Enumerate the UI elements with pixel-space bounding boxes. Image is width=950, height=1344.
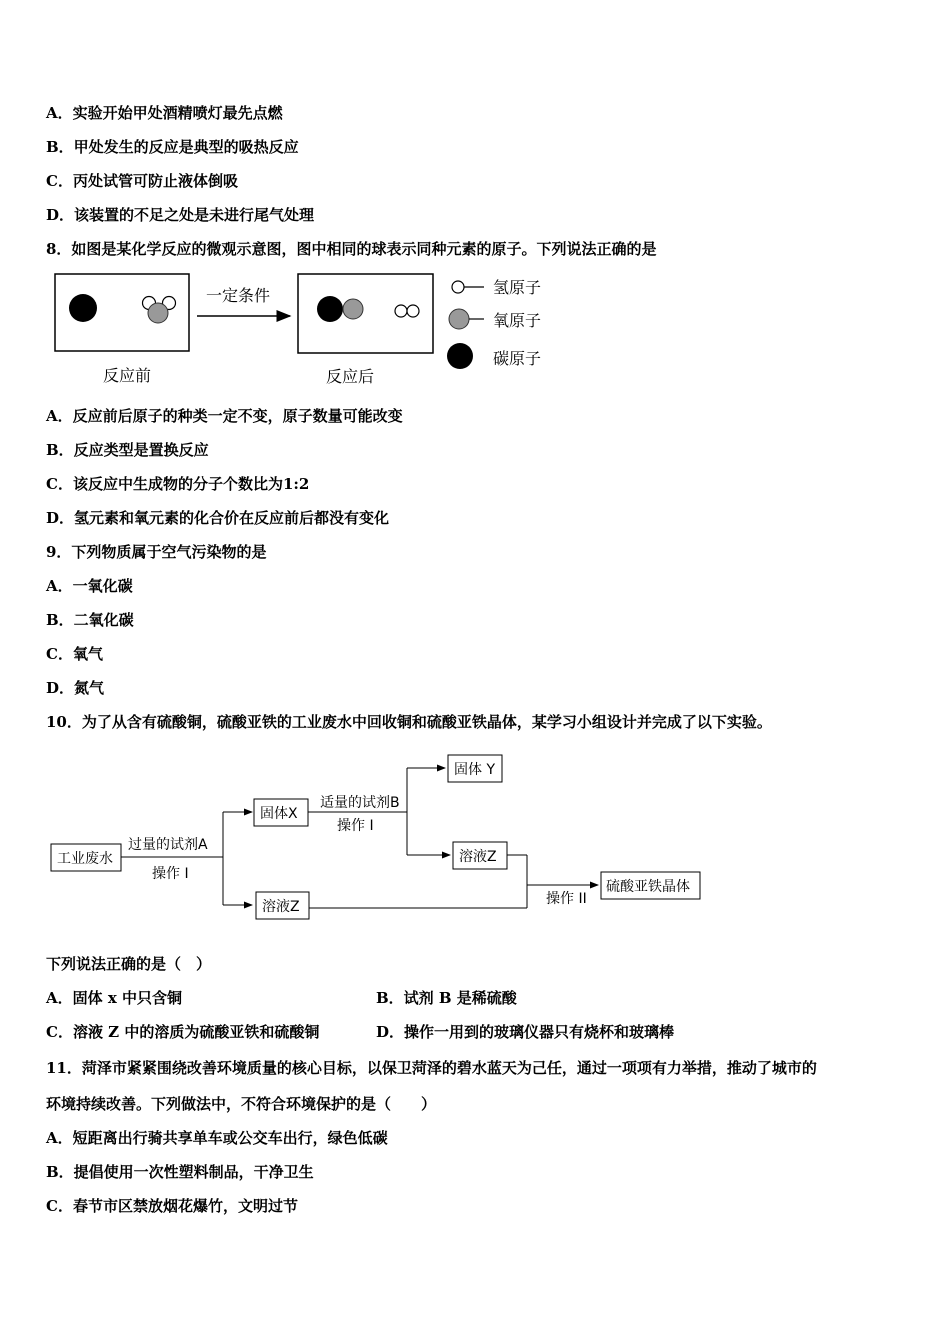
legend-hydrogen-label: 氢原子: [493, 278, 542, 297]
text-op1-b: 操作 I: [337, 818, 374, 834]
carbon-atom-after: [317, 296, 343, 322]
q8-option-c: C．该反应中生成物的分子个数比为1:2: [46, 475, 310, 493]
q8-option-a: A．反应前后原子的种类一定不变，原子数量可能改变: [46, 407, 403, 425]
carbon-atom-before: [69, 294, 97, 322]
text-reagent-a: 过量的试剂A: [128, 837, 208, 853]
q7-option-d: D．该装置的不足之处是未进行尾气处理: [46, 206, 315, 224]
q11-option-b: B．提倡使用一次性塑料制品，干净卫生: [46, 1163, 314, 1181]
after-label: 反应后: [326, 367, 375, 386]
q10-option-a: A．固体 x 中只含铜: [46, 989, 183, 1007]
legend-carbon-icon: [447, 343, 473, 369]
hydrogen-atom-after-2: [407, 305, 419, 317]
text-solid-y: 固体 Y: [454, 762, 496, 778]
q10-stem: 10．为了从含有硫酸铜，硫酸亚铁的工业废水中回收铜和硫酸亚铁晶体，某学习小组设计并完成了以下实验。: [46, 713, 772, 731]
q9-option-a: A．一氧化碳: [46, 577, 133, 595]
oxygen-atom-after: [343, 299, 363, 319]
q9-option-d: D．氮气: [46, 679, 105, 697]
q7-option-b: B．甲处发生的反应是典型的吸热反应: [46, 138, 299, 156]
q9-option-b: B．二氧化碳: [46, 611, 134, 629]
q8-option-b: B．反应类型是置换反应: [46, 441, 209, 459]
q8-option-d: D．氢元素和氧元素的化合价在反应前后都没有变化: [46, 509, 390, 527]
legend-hydrogen-icon: [452, 281, 464, 293]
text-solid-x: 固体X: [260, 806, 298, 822]
q10-prompt: 下列说法正确的是（ ）: [46, 955, 212, 973]
text-reagent-b: 适量的试剂B: [320, 795, 400, 811]
text-product: 硫酸亚铁晶体: [606, 879, 690, 895]
condition-label: 一定条件: [206, 286, 271, 305]
q10-flow-diagram: [40, 745, 720, 930]
before-label: 反应前: [103, 366, 152, 385]
hydrogen-atom-after-1: [395, 305, 407, 317]
q10-option-c: C．溶液 Z 中的溶质为硫酸亚铁和硫酸铜: [46, 1023, 320, 1041]
q7-option-a: A．实验开始甲处酒精喷灯最先点燃: [46, 104, 283, 122]
q10-option-b: B．试剂 B 是稀硫酸: [376, 989, 517, 1007]
q11-stem-line1: 11．菏泽市紧紧围绕改善环境质量的核心目标，以保卫菏泽的碧水蓝天为己任，通过一项项有力举措，推动了城市的: [46, 1059, 817, 1077]
text-wastewater: 工业废水: [57, 851, 113, 867]
text-op1-a: 操作 I: [152, 866, 189, 882]
q7-option-c: C．丙处试管可防止液体倒吸: [46, 172, 238, 190]
text-op2: 操作 II: [546, 891, 587, 907]
legend-carbon-label: 碳原子: [493, 349, 542, 368]
q8-stem: 8．如图是某化学反应的微观示意图，图中相同的球表示同种元素的原子。下列说法正确的是: [46, 240, 657, 258]
q10-option-d: D．操作一用到的玻璃仪器只有烧杯和玻璃棒: [376, 1023, 675, 1041]
q11-stem-line2: 环境持续改善。下列做法中，不符合环境保护的是（ ）: [46, 1095, 437, 1113]
oxygen-atom-before: [148, 303, 168, 323]
q8-reaction-diagram: [40, 268, 580, 393]
q9-option-c: C．氧气: [46, 645, 103, 663]
text-solution-z-mid: 溶液Z: [459, 849, 497, 865]
q11-option-c: C．春节市区禁放烟花爆竹，文明过节: [46, 1197, 298, 1215]
legend-oxygen-icon: [449, 309, 469, 329]
text-solution-z-bottom: 溶液Z: [262, 899, 300, 915]
legend-oxygen-label: 氧原子: [493, 311, 542, 330]
q9-stem: 9．下列物质属于空气污染物的是: [46, 543, 267, 561]
q11-option-a: A．短距离出行骑共享单车或公交车出行，绿色低碳: [46, 1129, 388, 1147]
